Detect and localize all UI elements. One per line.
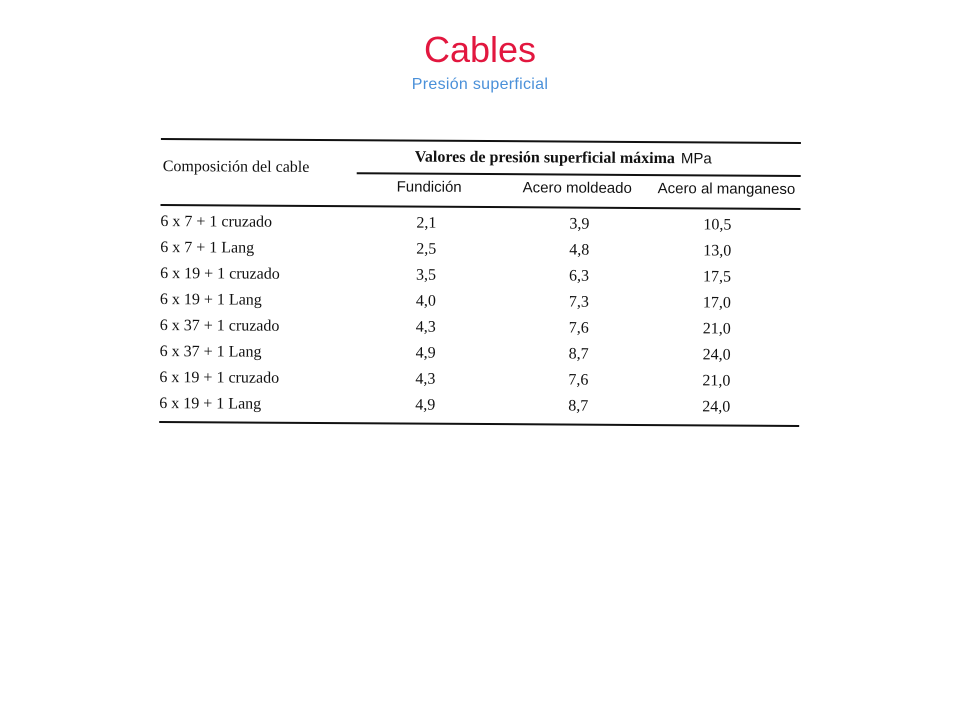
value-fundicion: 4,3 (415, 318, 436, 336)
value-acero-manganeso: 24,0 (702, 346, 731, 364)
slide-title: Cables (423, 29, 537, 70)
group-header (415, 148, 712, 170)
row-header: Composición del cable (162, 158, 310, 176)
row-name: 6 x 19 + 1 cruzado (159, 369, 280, 387)
value-acero-moldeado: 7,3 (568, 293, 589, 311)
value-acero-manganeso: 13,0 (703, 242, 732, 260)
row-name: 6 x 19 + 1 Lang (159, 291, 262, 309)
value-fundicion: 4,9 (415, 344, 436, 362)
value-fundicion: 2,5 (416, 240, 437, 258)
table-bottom-rule (159, 421, 799, 426)
value-acero-moldeado: 8,7 (568, 397, 589, 415)
value-fundicion: 4,0 (415, 292, 436, 310)
row-name: 6 x 37 + 1 Lang (159, 343, 262, 361)
value-acero-manganeso: 24,0 (702, 398, 731, 416)
column-header-acero-manganeso: Acero al manganeso (657, 180, 796, 198)
group-header-rule (357, 172, 801, 176)
row-name: 6 x 7 + 1 cruzado (160, 213, 273, 231)
value-fundicion: 2,1 (416, 214, 437, 232)
value-acero-moldeado: 4,8 (569, 241, 590, 259)
value-acero-manganeso: 21,0 (702, 372, 731, 390)
pressure-table (159, 138, 801, 442)
value-fundicion: 3,5 (416, 266, 437, 284)
value-acero-manganeso: 17,5 (703, 268, 732, 286)
value-fundicion: 4,9 (415, 396, 436, 414)
row-name: 6 x 37 + 1 cruzado (159, 317, 280, 335)
value-acero-moldeado: 7,6 (568, 371, 589, 389)
row-name: 6 x 19 + 1 cruzado (160, 265, 280, 283)
value-acero-manganeso: 21,0 (702, 320, 731, 338)
slide-subtitle: Presión superficial (411, 76, 549, 93)
value-acero-moldeado: 3,9 (569, 215, 590, 233)
column-header-acero-moldeado: Acero moldeado (522, 179, 632, 197)
value-acero-moldeado: 7,6 (568, 319, 589, 337)
table-top-rule (161, 138, 801, 143)
column-header-fundicion: Fundición (396, 178, 462, 196)
value-acero-moldeado: 8,7 (568, 345, 589, 363)
row-name: 6 x 19 + 1 Lang (159, 395, 262, 413)
value-fundicion: 4,3 (415, 370, 436, 388)
column-header-rule (161, 204, 801, 209)
value-acero-moldeado: 6,3 (569, 267, 590, 285)
group-header-label: Valores de presión superficial máxima (414, 148, 676, 168)
group-header-unit: MPa (680, 150, 712, 168)
row-name: 6 x 7 + 1 Lang (160, 239, 255, 257)
value-acero-manganeso: 10,5 (703, 216, 732, 234)
value-acero-manganeso: 17,0 (702, 294, 731, 312)
